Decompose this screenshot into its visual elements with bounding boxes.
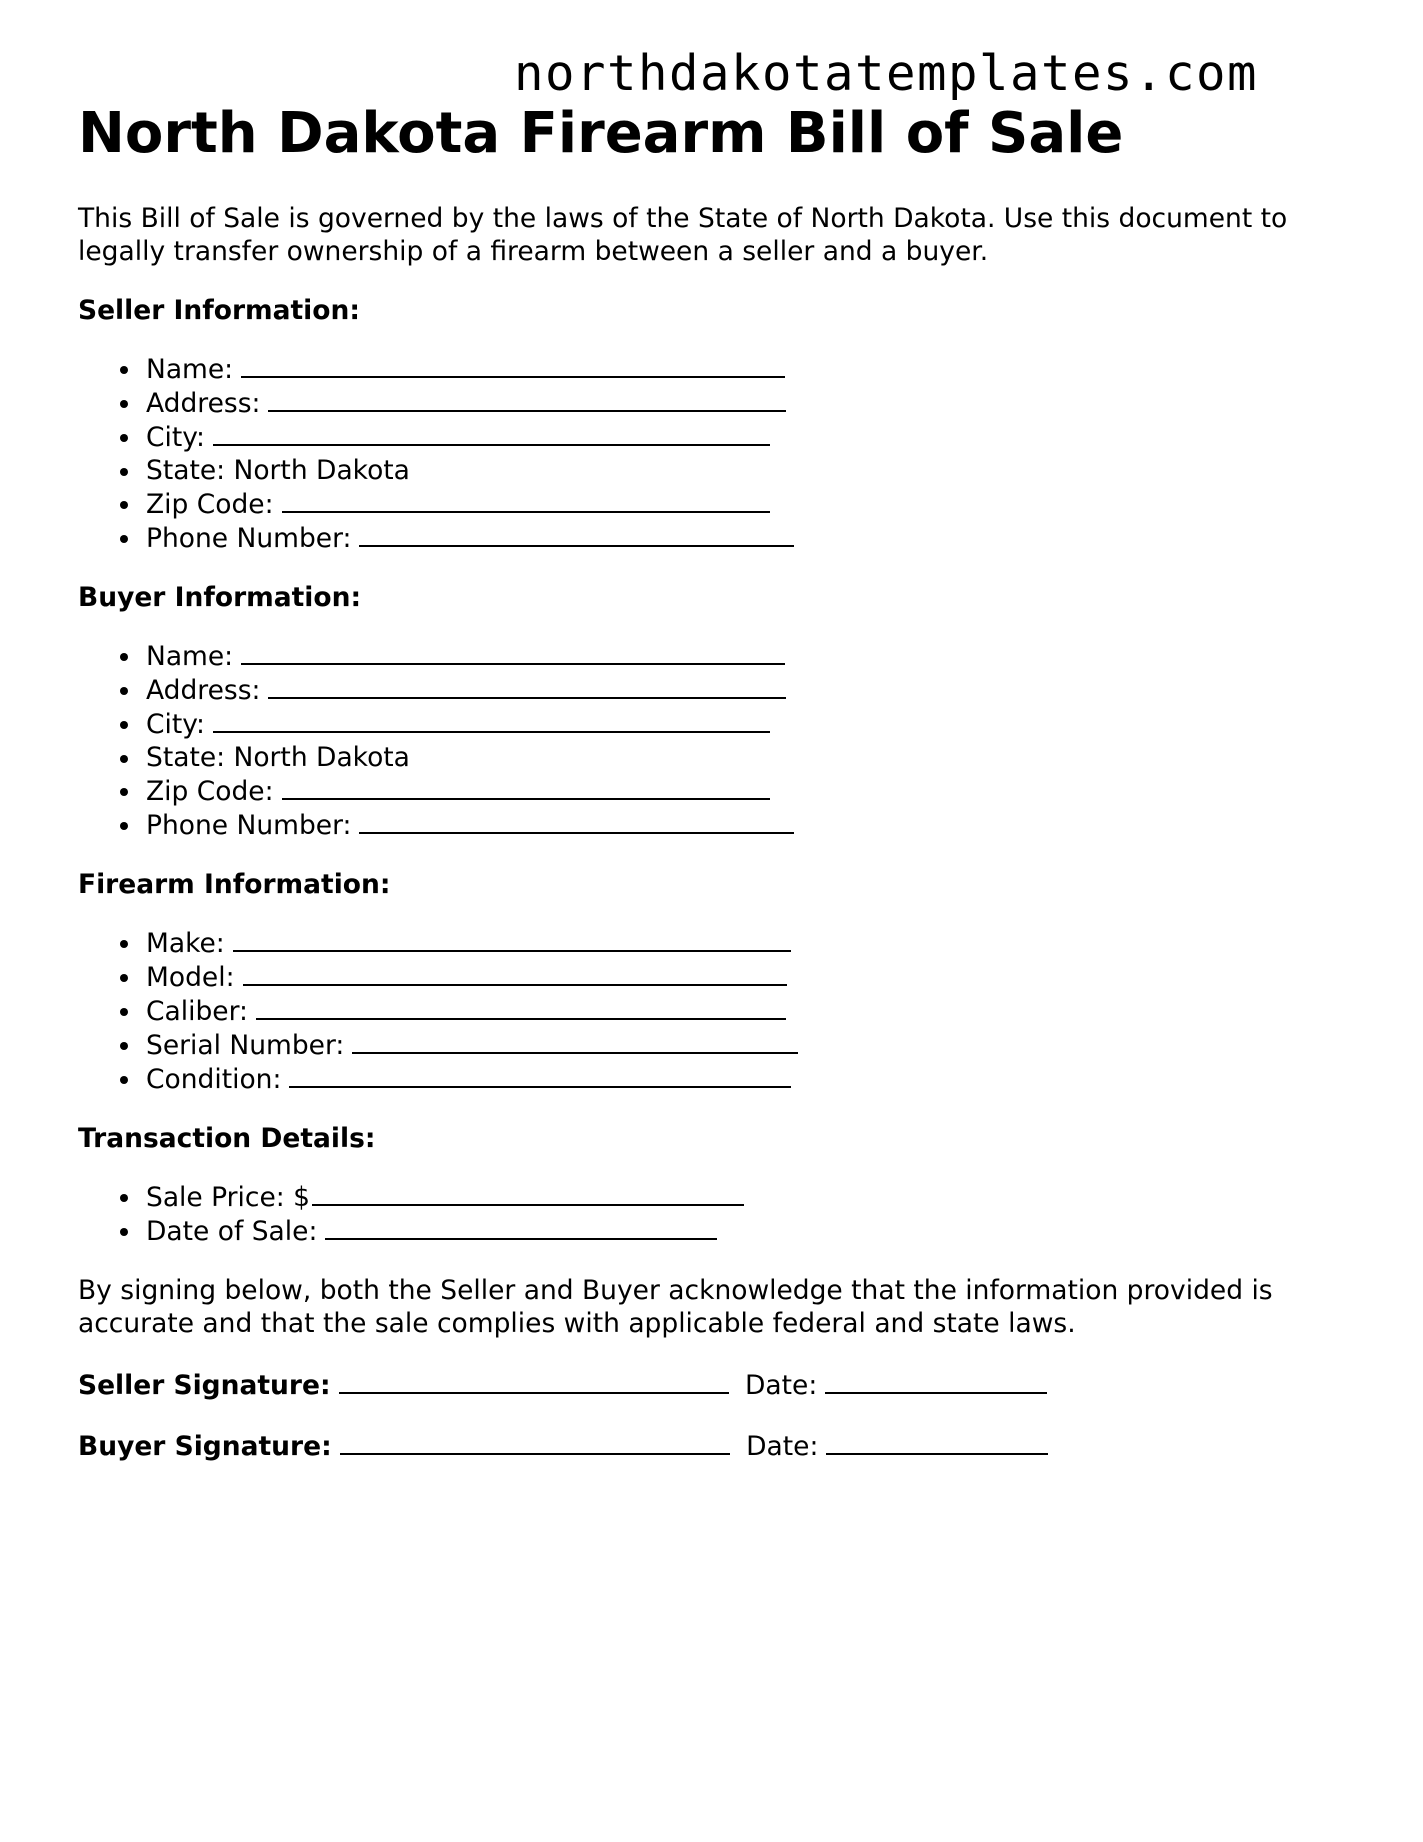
buyer-section-heading: Buyer Information: (78, 582, 362, 613)
buyer-name-label: Name: (146, 641, 234, 672)
buyer-zip-field[interactable] (282, 774, 770, 800)
buyer-zip-item (146, 774, 1358, 808)
seller-date-label: Date: (745, 1370, 818, 1401)
seller-name-field[interactable] (241, 352, 785, 378)
seller-city-label: City: (146, 422, 205, 453)
buyer-phone-field[interactable] (359, 808, 794, 834)
buyer-phone-label: Phone Number: (146, 810, 352, 841)
seller-zip-field[interactable] (282, 487, 770, 513)
firearm-fields-list (78, 926, 1358, 1096)
firearm-make-label: Make: (146, 928, 225, 959)
seller-date-field[interactable] (825, 1368, 1047, 1394)
seller-signature-label: Seller Signature: (78, 1370, 331, 1401)
seller-name-item (146, 352, 1358, 386)
firearm-model-item (146, 960, 1358, 994)
firearm-serial-item (146, 1028, 1358, 1062)
buyer-name-field[interactable] (241, 639, 785, 665)
firearm-model-label: Model: (146, 962, 235, 993)
sale-price-item (146, 1180, 1358, 1214)
bill-of-sale-document (78, 100, 1358, 1463)
firearm-condition-label: Condition: (146, 1064, 282, 1095)
seller-state-item (146, 454, 1358, 487)
sale-date-item (146, 1214, 1358, 1248)
seller-zip-item (146, 487, 1358, 521)
buyer-date-field[interactable] (826, 1429, 1048, 1455)
seller-address-item (146, 386, 1358, 420)
firearm-serial-field[interactable] (352, 1028, 798, 1054)
buyer-signature-label: Buyer Signature: (78, 1431, 332, 1462)
seller-section-heading: Seller Information: (78, 295, 360, 326)
transaction-section-heading: Transaction Details: (78, 1123, 376, 1154)
seller-signature-row (78, 1368, 1358, 1402)
buyer-fields-list (78, 639, 1358, 842)
seller-name-label: Name: (146, 354, 234, 385)
buyer-state-text: State: North Dakota (146, 742, 410, 773)
seller-state-text: State: North Dakota (146, 455, 410, 486)
seller-fields-list (78, 352, 1358, 555)
seller-signature-field[interactable] (339, 1368, 729, 1394)
seller-address-field[interactable] (268, 386, 786, 412)
firearm-caliber-field[interactable] (256, 994, 786, 1020)
buyer-address-label: Address: (146, 675, 261, 706)
sale-date-label: Date of Sale: (146, 1216, 318, 1247)
firearm-condition-field[interactable] (289, 1062, 791, 1088)
firearm-caliber-label: Caliber: (146, 996, 248, 1027)
sale-price-label: Sale Price: $ (146, 1182, 311, 1213)
intro-paragraph: This Bill of Sale is governed by the laws of the State of North Dakota. Use this document to legally transfer ownership of a firearm between a seller and a buyer. (78, 203, 1288, 267)
firearm-condition-item (146, 1062, 1358, 1096)
seller-city-item (146, 420, 1358, 454)
seller-address-label: Address: (146, 388, 261, 419)
buyer-zip-label: Zip Code: (146, 776, 274, 807)
buyer-name-item (146, 639, 1358, 673)
buyer-city-label: City: (146, 709, 205, 740)
buyer-date-label: Date: (746, 1431, 819, 1462)
acknowledgment-paragraph: By signing below, both the Seller and Buyer acknowledge that the information provided is accurate and that the sale complies with applicable federal and state laws. (78, 1275, 1273, 1339)
buyer-state-item (146, 741, 1358, 774)
buyer-address-field[interactable] (268, 673, 786, 699)
buyer-signature-field[interactable] (340, 1429, 730, 1455)
firearm-make-item (146, 926, 1358, 960)
seller-zip-label: Zip Code: (146, 489, 274, 520)
sale-date-field[interactable] (325, 1214, 717, 1240)
seller-phone-field[interactable] (359, 521, 794, 547)
firearm-section-heading: Firearm Information: (78, 869, 391, 900)
buyer-city-item (146, 707, 1358, 741)
document-title: North Dakota Firearm Bill of Sale (78, 101, 1124, 166)
seller-city-field[interactable] (213, 420, 770, 446)
firearm-serial-label: Serial Number: (146, 1030, 345, 1061)
firearm-caliber-item (146, 994, 1358, 1028)
buyer-city-field[interactable] (213, 707, 770, 733)
firearm-make-field[interactable] (233, 926, 791, 952)
transaction-fields-list (78, 1180, 1358, 1248)
firearm-model-field[interactable] (243, 960, 787, 986)
site-watermark: northdakotatemplates.com (514, 45, 1259, 102)
buyer-address-item (146, 673, 1358, 707)
buyer-phone-item (146, 808, 1358, 842)
seller-phone-label: Phone Number: (146, 523, 352, 554)
buyer-signature-row (78, 1429, 1358, 1463)
seller-phone-item (146, 521, 1358, 555)
sale-price-field[interactable] (312, 1180, 744, 1206)
